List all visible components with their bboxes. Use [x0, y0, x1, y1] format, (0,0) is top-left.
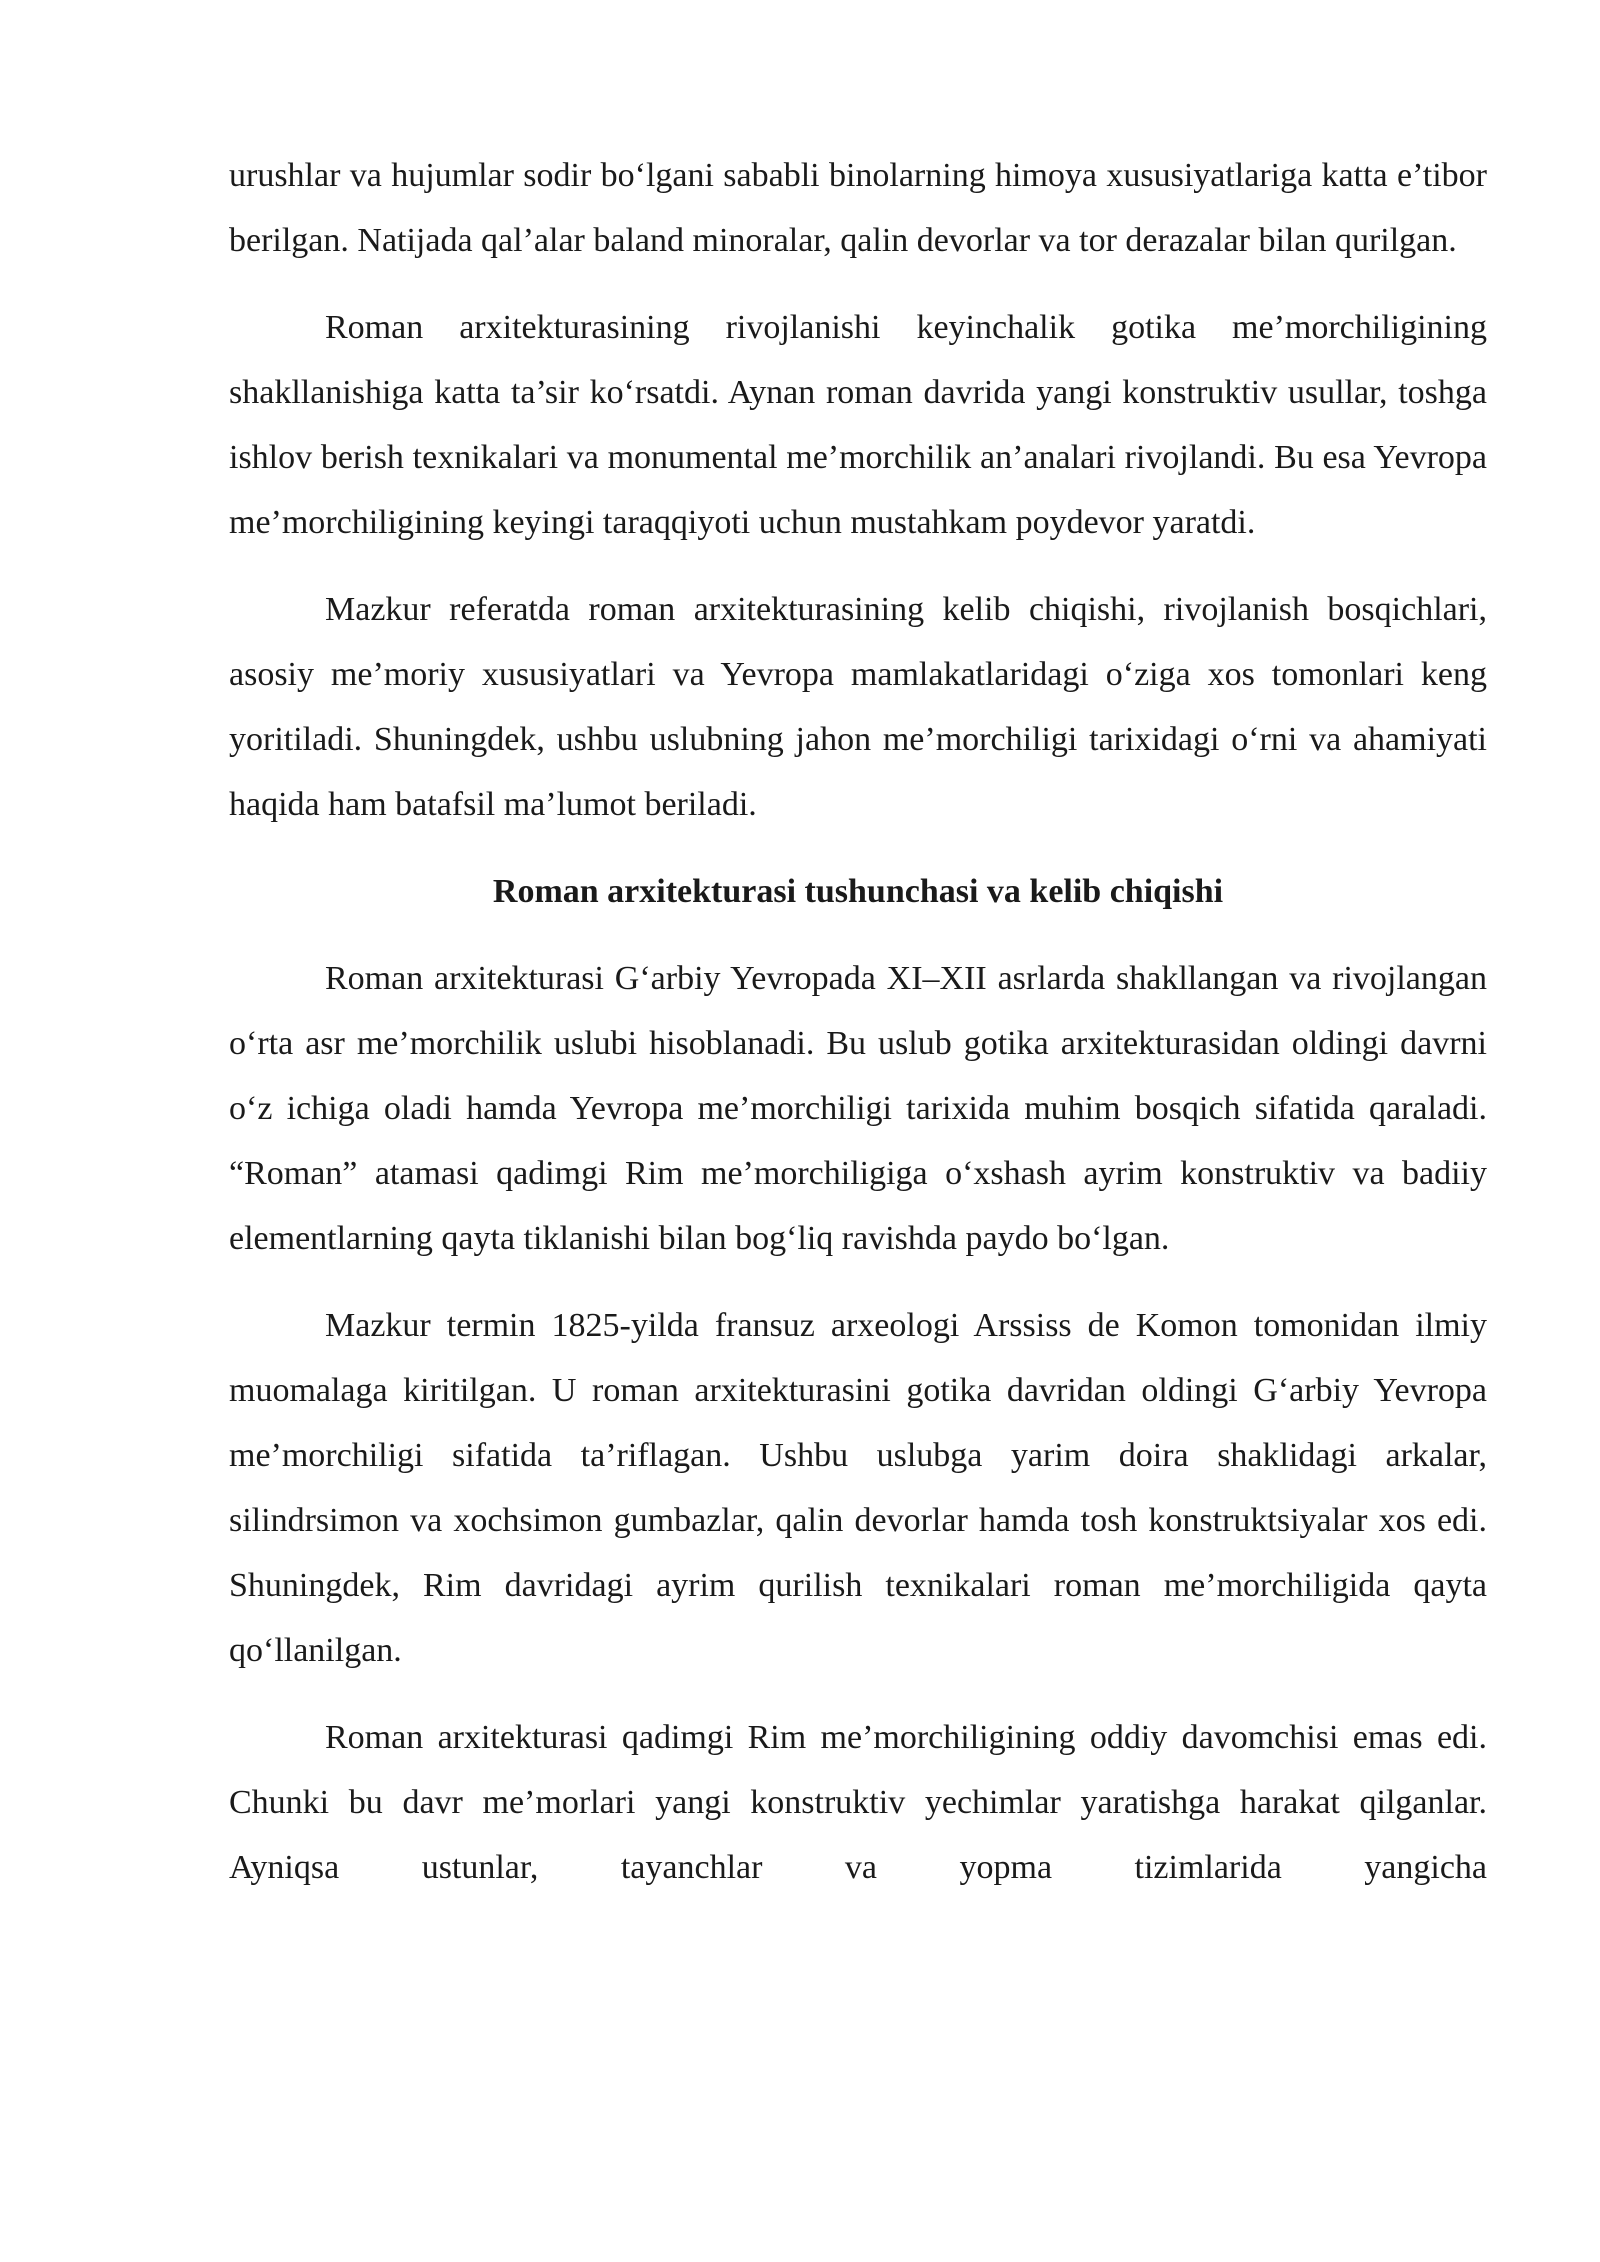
- paragraph-term-origin: Mazkur termin 1825-yilda fransuz arxeologi Arssiss de Komon tomonidan ilmiy muomalaga kiritilgan. U roman arxitekturasini gotika davridan oldingi G‘arbiy Yevropa me’morchiligi sifatida ta’riflagan. Ushbu uslubga yarim doira shaklidagi arkalar, silindrsimon va xochsimon gumbazlar, qalin devorlar hamda tosh konstruktsiyalar xos edi. Shuningdek, Rim davridagi ayrim qurilish texnikalari roman me’morchiligida qayta qo‘llanilgan.: [229, 1307, 1487, 1669]
- paragraph-abstract-scope: Mazkur referatda roman arxitekturasining kelib chiqishi, rivojlanish bosqichlari, asosiy me’moriy xususiyatlari va Yevropa mamlakatlaridagi o‘ziga xos tomonlari keng yoritiladi. Shuningdek, ushbu uslubning jahon me’morchiligi tarixidagi o‘rni va ahamiyati haqida ham batafsil ma’lumot beriladi.: [229, 591, 1487, 823]
- paragraph-definition: Roman arxitekturasi G‘arbiy Yevropada XI–XII asrlarda shakllangan va rivojlangan o‘rta asr me’morchilik uslubi hisoblanadi. Bu uslub gotika arxitekturasidan oldingi davrni o‘z ichiga oladi hamda Yevropa me’morchiligi tarixida muhim bosqich sifatida qaraladi. “Roman” atamasi qadimgi Rim me’morchiligiga o‘xshash ayrim konstruktiv va badiiy elementlarning qayta tiklanishi bilan bog‘liq ravishda paydo bo‘lgan.: [229, 960, 1487, 1257]
- paragraph-innovation: Roman arxitekturasi qadimgi Rim me’morchiligining oddiy davomchisi emas edi. Chunki bu davr me’morlari yangi konstruktiv yechimlar yaratishga harakat qilganlar. Ayniqsa ustunlar, tayanchlar va yopma tizimlarida yangicha: [229, 1719, 1487, 1886]
- paragraph-gothic-influence: Roman arxitekturasining rivojlanishi keyinchalik gotika me’morchiligining shakllanishiga katta ta’sir ko‘rsatdi. Aynan roman davrida yangi konstruktiv usullar, toshga ishlov berish texnikalari va monumental me’morchilik an’analari rivojlandi. Bu esa Yevropa me’morchiligining keyingi taraqqiyoti uchun mustahkam poydevor yaratdi.: [229, 309, 1487, 541]
- document-body: [229, 143, 1487, 1922]
- paragraph-continued: urushlar va hujumlar sodir bo‘lgani sababli binolarning himoya xususiyatlariga katta e’tibor berilgan. Natijada qal’alar baland minoralar, qalin devorlar va tor derazalar bilan qurilgan.: [229, 157, 1487, 259]
- section-heading: Roman arxitekturasi tushunchasi va kelib chiqishi: [492, 873, 1224, 910]
